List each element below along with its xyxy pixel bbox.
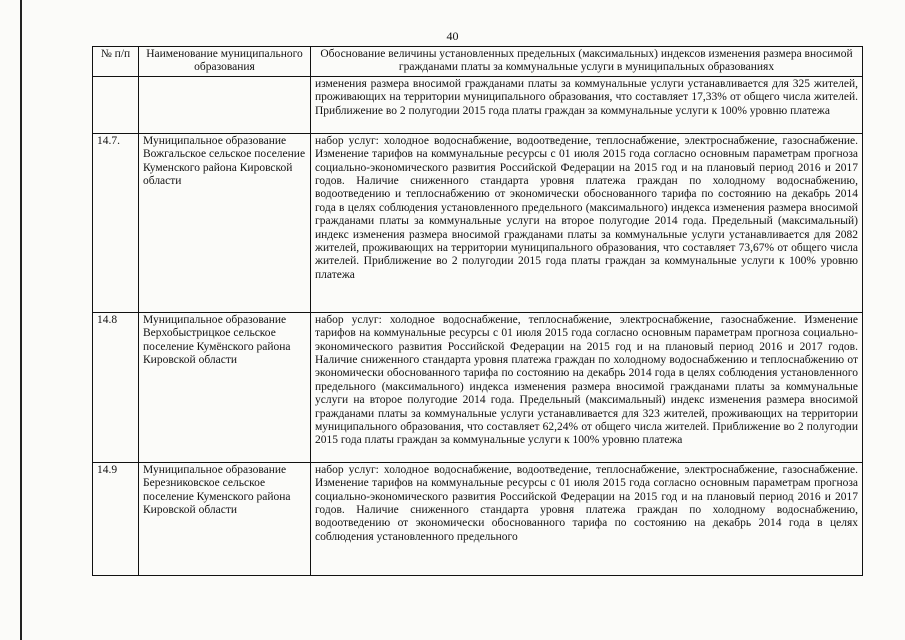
justification-text: изменения размера вносимой гражданами платы за коммунальные услуги устанавливается для 325 жителей, проживающих на территории муниципального образования, что составляет 17,33% от общего числа жителей. Приближение во 2 полугодии 2015 года платы граждан за коммунальные услуги к 100% уровню платежа	[311, 76, 863, 133]
row-number: 14.7.	[93, 133, 139, 312]
table-header-row	[93, 47, 863, 77]
municipality-name	[139, 76, 311, 133]
municipality-name: Муниципальное образование Верхобыстрицкое сельское поселение Кумёнского района Кировской области	[139, 312, 311, 462]
row-number: 14.9	[93, 462, 139, 575]
table-row	[93, 462, 863, 575]
header-justification: Обоснование величины установленных предельных (максимальных) индексов изменения размера вносимой гражданами платы за коммунальные услуги в муниципальных образованиях	[311, 47, 863, 77]
table-row	[93, 76, 863, 133]
municipality-name: Муниципальное образование Березниковское сельское поселение Куменского района Кировской области	[139, 462, 311, 575]
header-num: № п/п	[93, 47, 139, 77]
tariff-index-table	[92, 46, 863, 576]
row-number: 14.8	[93, 312, 139, 462]
justification-text: набор услуг: холодное водоснабжение, теплоснабжение, электроснабжение, газоснабжение. Изменение тарифов на коммунальные ресурсы с 01 июля 2015 года согласно основным параметрам прогноза социально-экономического развития Российской Федерации на 2015 год и на плановый период 2016 и 2017 годов. Наличие сниженного стандарта уровня платежа граждан по холодному водоснабжению и теплоснабжению от экономически обоснованного тарифа по состоянию на декабрь 2014 года в целях соблюдения установленного предельного (максимального) индекса изменения размера вносимой гражданами платы за коммунальные услуги на второе полугодие 2014 года. Предельный (максимальный) индекс изменения размера вносимой гражданами платы за коммунальные услуги устанавливается для 323 жителей, проживающих на территории муниципального образования, что составляет 62,24% от общего числа жителей. Приближение во 2 полугодии 2015 года платы граждан за коммунальные услуги к 100% уровню платежа	[311, 312, 863, 462]
header-municipality-name: Наименование муниципального образования	[139, 47, 311, 77]
table-row	[93, 312, 863, 462]
table-row	[93, 133, 863, 312]
binding-margin-line	[20, 0, 22, 640]
page-number: 40	[446, 29, 459, 43]
justification-text: набор услуг: холодное водоснабжение, водоотведение, теплоснабжение, электроснабжение, газоснабжение. Изменение тарифов на коммунальные ресурсы с 01 июля 2015 года согласно основным параметрам прогноза социально-экономического развития Российской Федерации на 2015 год и на плановый период 2016 и 2017 годов. Наличие сниженного стандарта уровня платежа граждан по холодному водоснабжению, водоотведению от экономически обоснованного тарифа по состоянию на декабрь 2014 года в целях соблюдения установленного предельного	[311, 462, 863, 575]
municipality-name: Муниципальное образование Вожгальское сельское поселение Куменского района Кировской области	[139, 133, 311, 312]
justification-text: набор услуг: холодное водоснабжение, водоотведение, теплоснабжение, электроснабжение, газоснабжение. Изменение тарифов на коммунальные ресурсы с 01 июля 2015 года согласно основным параметрам прогноза социально-экономического развития Российской Федерации на 2015 год и на плановый период 2016 и 2017 годов. Наличие сниженного стандарта уровня платежа граждан по холодному водоснабжению, водоотведению и теплоснабжению от экономически обоснованного тарифа по состоянию на декабрь 2014 года в целях соблюдения установленного предельного (максимального) индекса изменения размера вносимой гражданами платы за коммунальные услуги на второе полугодие 2014 года. Предельный (максимальный) индекс изменения размера вносимой гражданами платы за коммунальные услуги устанавливается для 2082 жителей, проживающих на территории муниципального образования, что составляет 73,67% от общего числа жителей. Приближение во 2 полугодии 2015 года платы граждан за коммунальные услуги к 100% уровню платежа	[311, 133, 863, 312]
row-number	[93, 76, 139, 133]
